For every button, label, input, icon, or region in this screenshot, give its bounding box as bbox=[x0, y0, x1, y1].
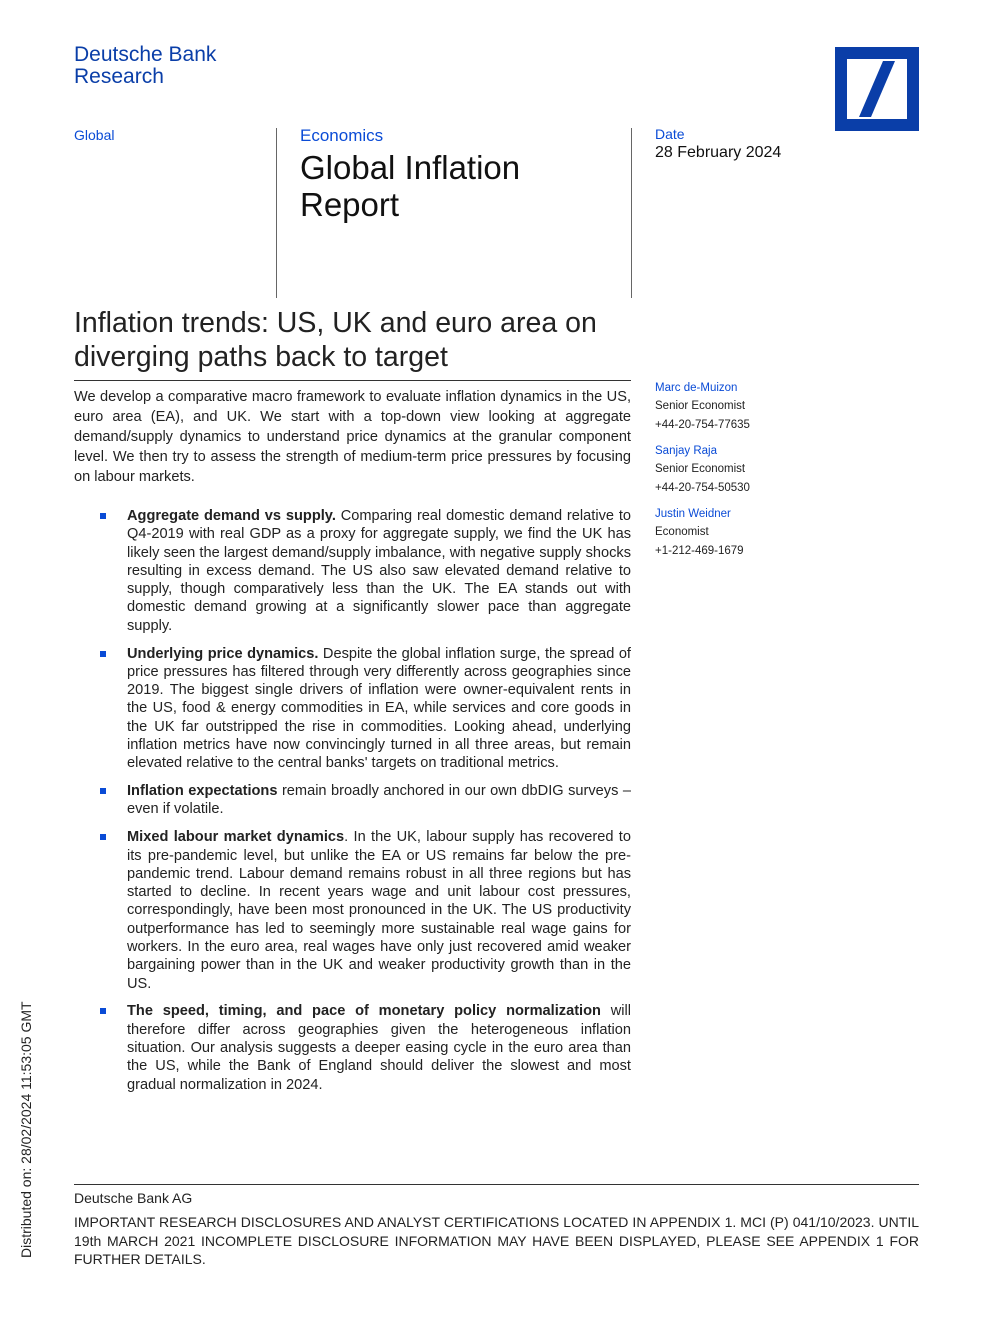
bullet-text: remain broadly anchored in our own dbDIG surveys – even if volatile. bbox=[127, 783, 631, 818]
list-item bbox=[100, 782, 631, 819]
author-title: Senior Economist bbox=[655, 400, 746, 412]
bullet-text: Comparing real domestic demand relative to Q4-2019 with real GDP as a proxy for aggregate supply, we find the UK has likely seen the largest demand/supply imbalance, with negative supply shocks resulting in excess demand. The US also saw elevated demand relative to supply, though comparatively less than the UK. The EA stands out with domestic demand growing at a significantly slower pace than aggregate supply. bbox=[127, 508, 631, 634]
list-item bbox=[100, 1002, 631, 1093]
footer-disclosure: IMPORTANT RESEARCH DISCLOSURES AND ANALYST CERTIFICATIONS LOCATED IN APPENDIX 1. MCI (P) 041/10/2023. UNTIL 19th MARCH 2021 INCOMPLETE DISCLOSURE INFORMATION MAY HAVE BEEN DISPLAYED, PLEASE SEE APPENDIX 1 FOR FURTHER DETAILS. bbox=[74, 1214, 919, 1267]
footer-company: Deutsche Bank AG bbox=[74, 1190, 193, 1206]
distribution-stamp: Distributed on: 28/02/2024 11:53:05 GMT bbox=[18, 1001, 34, 1258]
bullet-text: Despite the global inflation surge, the spread of price pressures has filtered through very differently across geographies since 2019. The biggest single drivers of inflation were owner-equivalent rents in the US, food & energy commodities in EA, while services and core goods in the UK far outstripped the rise in commodities. Looking ahead, underlying inflation metrics have now convincingly turned in all three areas, but remain elevated relative to the central banks' targets on traditional metrics. bbox=[127, 645, 631, 772]
author-title: Senior Economist bbox=[655, 463, 746, 475]
author-name[interactable]: Marc de-Muizon bbox=[655, 382, 738, 394]
bullet-heading: The speed, timing, and pace of monetary policy normalization bbox=[127, 1003, 601, 1020]
key-points-list bbox=[100, 507, 631, 1103]
divider bbox=[631, 128, 632, 298]
headline: Inflation trends: US, UK and euro area on diverging paths back to target bbox=[74, 307, 597, 373]
bullet-text: . In the UK, labour supply has recovered to its pre-pandemic level, but unlike the EA or US remains far below the pre-pandemic trend. Labour demand remains robust in all three regions but has started to decline. In recent years wage and unit labour cost pressures, correspondingly, have been most pronounced in the UK. The US productivity outperformance has led to seemingly more sustainable real wage gains for workers. In the euro area, real wages have only just recovered amid weaker bargaining power than in the UK and weaker productivity growth than in the US. bbox=[127, 829, 631, 992]
intro-paragraph: We develop a comparative macro framework to evaluate inflation dynamics in the US, euro area (EA), and UK. We start with a top-down view looking at aggregate demand/supply dynamics to understand price dynamics at the granular component level. We then try to assess the strength of medium-term price pressures by focusing on labour markets. bbox=[74, 389, 631, 485]
headline-rule bbox=[74, 380, 631, 381]
author-phone: +44-20-754-77635 bbox=[655, 418, 750, 431]
bullet-square-icon bbox=[100, 788, 106, 794]
author-card bbox=[655, 505, 825, 560]
author-card bbox=[655, 442, 825, 497]
date-value: 28 February 2024 bbox=[655, 144, 782, 161]
list-item bbox=[100, 507, 631, 635]
bullet-square-icon bbox=[100, 834, 106, 840]
date-label: Date bbox=[655, 126, 685, 142]
bullet-heading: Mixed labour market dynamics bbox=[127, 829, 345, 846]
bullet-square-icon bbox=[100, 1008, 106, 1014]
report-title: Global Inflation Report bbox=[300, 149, 521, 223]
footer-rule bbox=[74, 1184, 919, 1185]
brand-line-1: Deutsche Bank bbox=[74, 43, 217, 66]
author-name[interactable]: Justin Weidner bbox=[655, 508, 731, 520]
authors-list bbox=[655, 379, 825, 568]
author-name[interactable]: Sanjay Raja bbox=[655, 445, 718, 457]
bullet-heading: Underlying price dynamics. bbox=[127, 645, 319, 662]
bullet-square-icon bbox=[100, 513, 106, 519]
bullet-square-icon bbox=[100, 651, 106, 657]
author-title: Economist bbox=[655, 526, 709, 538]
brand-line-2: Research bbox=[74, 65, 164, 88]
list-item bbox=[100, 645, 631, 773]
region-label: Global bbox=[74, 127, 115, 143]
author-phone: +44-20-754-50530 bbox=[655, 481, 750, 494]
author-card bbox=[655, 379, 825, 434]
bullet-text: will therefore differ across geographies given the heterogeneous inflation situation. Our analysis suggests a deeper easing cycle in the euro area than the US, while the Bank of England should deliver the slowest and most gradual normalization in 2024. bbox=[127, 1003, 631, 1093]
section-label: Economics bbox=[300, 126, 384, 145]
brand-name bbox=[74, 44, 216, 88]
deutsche-bank-logo-icon bbox=[835, 47, 919, 131]
author-phone: +1-212-469-1679 bbox=[655, 544, 744, 557]
list-item bbox=[100, 828, 631, 993]
bullet-heading: Aggregate demand vs supply. bbox=[127, 508, 336, 524]
bullet-heading: Inflation expectations bbox=[127, 783, 278, 800]
divider bbox=[276, 128, 277, 298]
